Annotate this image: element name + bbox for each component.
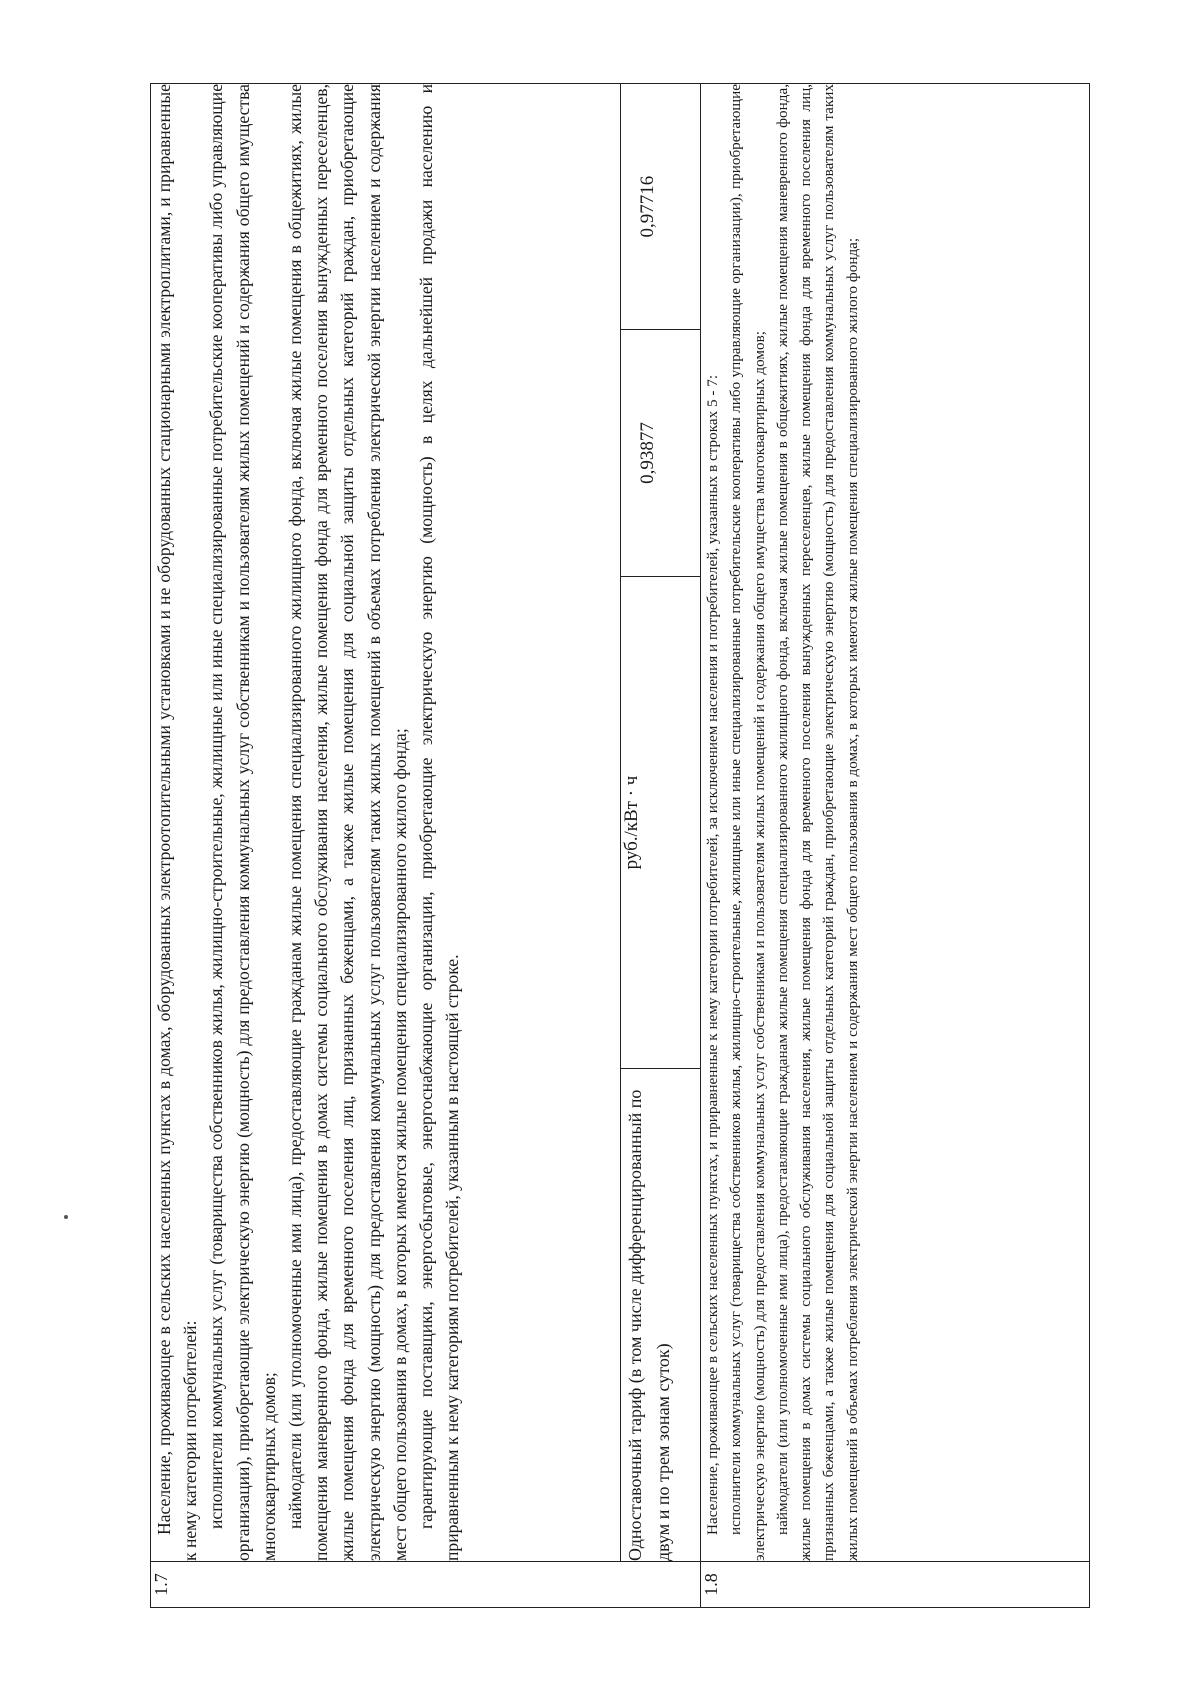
row-number: 1.8 — [701, 1562, 1090, 1608]
tariff-unit: руб./кВт · ч — [621, 576, 701, 1069]
row-number: 1.7 — [151, 1562, 701, 1608]
table-row-1-7 — [151, 84, 621, 1608]
paragraph: Население, проживающее в сельских населенных пунктах в домах, оборудованных электроотопительными установками и не оборудованных стационарными электроплитами, и приравненные к нему категории потребителей: — [154, 84, 201, 1561]
tariff-value-2: 0,97716 — [637, 175, 658, 238]
paragraph: Население, проживающее в сельских населенных пунктах, и приравненные к нему категории потребителей, за исключением населения и потребителей, указанных в строках 5 - 7: — [704, 374, 721, 1535]
paragraph: исполнители коммунальных услуг (товарищества собственников жилья, жилищно-строительные, жилищные или иные специализированные потребительские кооперативы либо управляющие организации), приобретающие электрическую энергию (мощность) для предоставления коммунальных услуг собственникам и пользователям жилых помещений и содержания общего имущества многоквартирных домов; — [727, 84, 768, 1561]
tariff-values — [621, 84, 701, 577]
paragraph: наймодатели (или уполномоченные ими лица), предоставляющие гражданам жилые помещения специализированного жилищного фонда, включая жилые помещения в общежитиях, жилые помещения маневренного фонда, жилые помещения в домах системы социального обслуживания населения, жилые помещения фонда для временного поселения вынужденных переселенцев, жилые помещения фонда для временного поселения лиц, признанных беженцами, а также жилые помещения для социальной защиты отдельных категорий граждан, приобретающие электрическую энергию (мощность) для предоставления коммунальных услуг пользователям таких жилых помещений в объемах потребления электрической энергии населением и содержания мест общего пользования в домах, в которых имеются жилые помещения специализированного жилого фонда; — [285, 84, 410, 1561]
tariff-label: Одноставочный тариф (в том числе дифференцированный по двум и по трем зонам суток) — [621, 1069, 701, 1562]
paragraph: наймодатели (или уполномоченные ими лица), предоставляющие гражданам жилые помещения специализированного жилищного фонда, включая жилые помещения в общежитиях, жилые помещения маневренного фонда, жилые помещения в домах системы социального обслуживания населения, жилые помещения фонда для временного поселения вынужденных переселенцев, жилые помещения фонда для временного поселения лиц, признанных беженцами, а также жилые помещения для социальной защиты отдельных категорий граждан, приобретающие электрическую энергию (мощность) для предоставления коммунальных услуг пользователям таких жилых помещений в объемах потребления электрической энергии населением и содержания мест общего пользования в домах, в которых имеются жилые помещения специализированного жилого фонда; — [773, 84, 861, 1561]
paragraph: гарантирующие поставщики, энергосбытовые, энергоснабжающие организации, приобретающие электрическую энергию (мощность) в целях дальнейшей продажи населению и приравненным к нему категориям потребителей, указанным в настоящей строке. — [416, 84, 463, 1561]
rotated-page — [150, 83, 1090, 1608]
table-row-tariff — [621, 84, 701, 1608]
tariff-value-1: 0,93877 — [621, 329, 700, 575]
row-description — [151, 84, 621, 1562]
table-row-1-8 — [701, 84, 1090, 1608]
scan-speck — [64, 1215, 68, 1219]
paragraph: исполнители коммунальных услуг (товарищества собственников жилья, жилищно-строительные, жилищные или иные специализированные потребительские кооперативы либо управляющие организации), приобретающие электрическую энергию (мощность) для предоставления коммунальных услуг собственникам и пользователям жилых помещений и содержания общего имущества многоквартирных домов; — [206, 84, 279, 1561]
row-description — [701, 84, 1090, 1562]
tariff-table — [150, 83, 1090, 1608]
